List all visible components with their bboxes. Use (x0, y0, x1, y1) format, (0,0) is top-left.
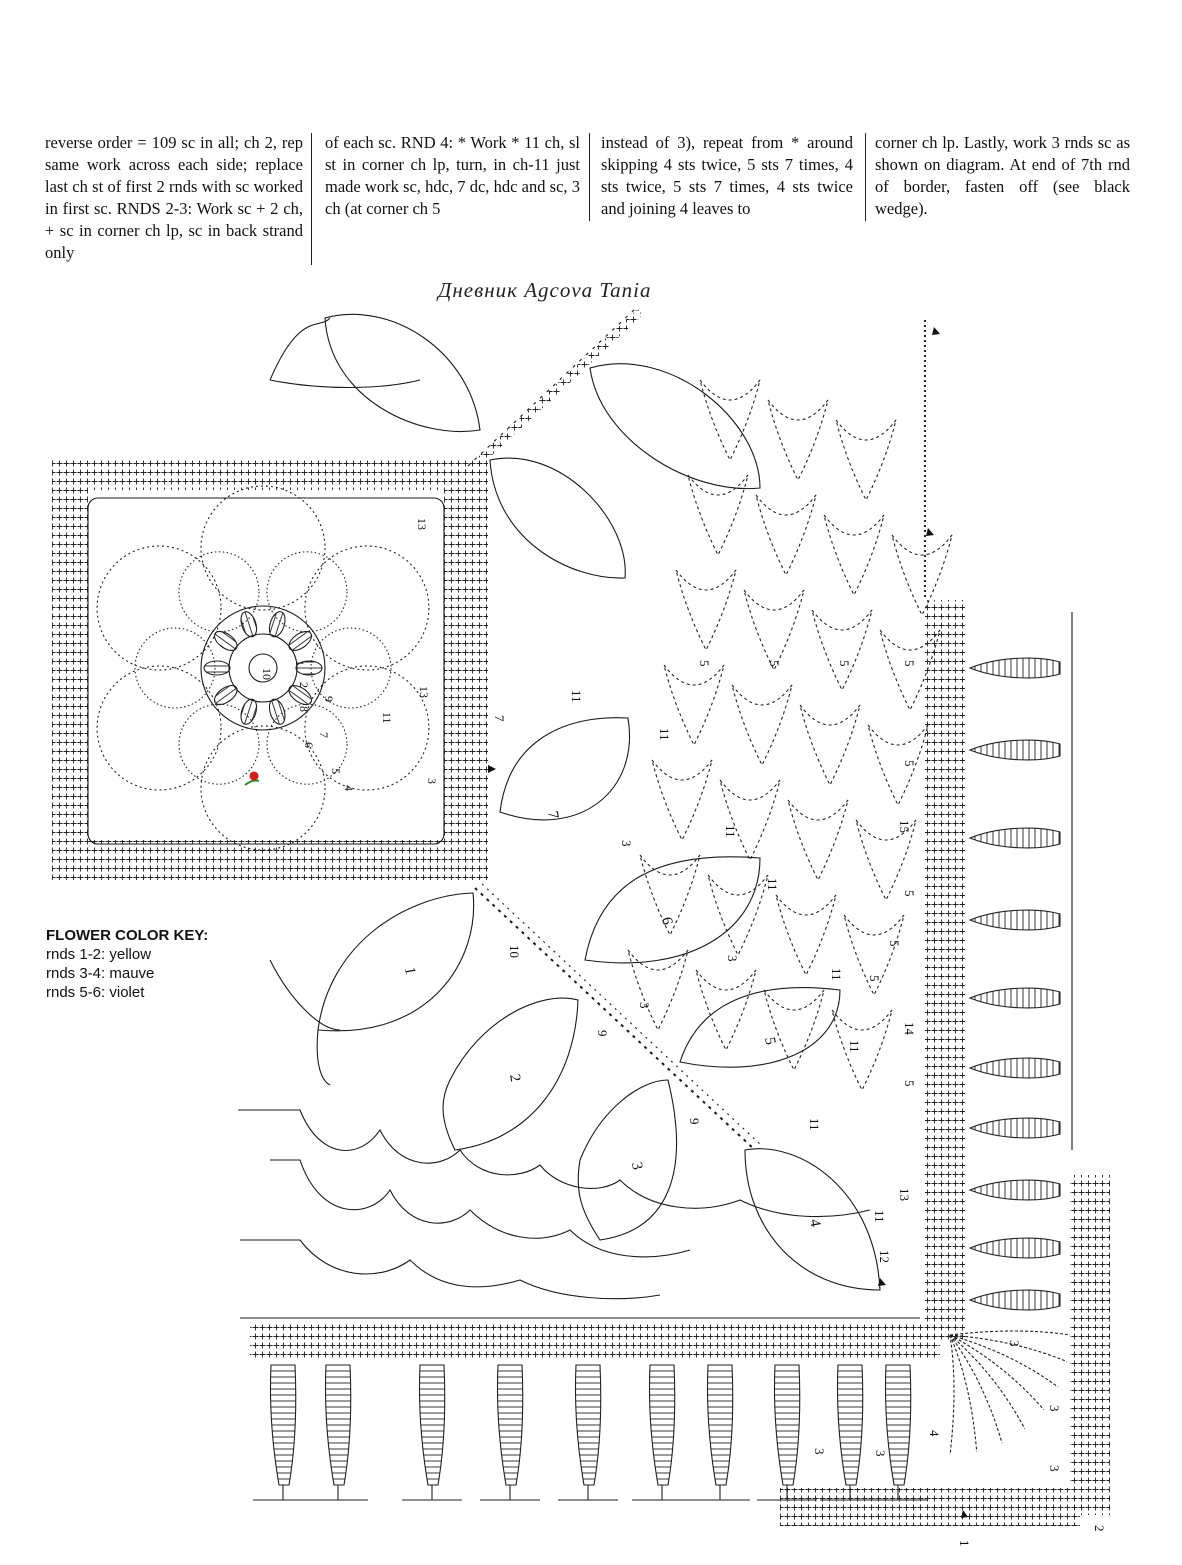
chain-loop (696, 970, 756, 1050)
chain-loop (768, 400, 828, 480)
stitch-count: 11 (657, 728, 672, 741)
shell-base (253, 1485, 313, 1500)
round-label: 4 (342, 785, 356, 791)
instructions-column-1: reverse order = 109 sc in all; ch 2, rep same work across each side; replace last ch st of first 2 rnds with sc worked in first sc. RNDS 2-3: Work sc + 2 ch, + sc in corner ch lp, sc in back strand only (45, 133, 303, 262)
color-key-heading: FLOWER COLOR KEY: (46, 927, 209, 944)
shell-base (480, 1485, 540, 1500)
fan-spoke (950, 1335, 977, 1452)
round-label: 9 (322, 696, 336, 702)
round-label: 13 (417, 686, 431, 698)
stitch-count: 11 (723, 825, 738, 838)
stitch-count: 5 (867, 975, 882, 982)
stitch-count: 3 (812, 1448, 827, 1455)
stitch-count: 12 (877, 1250, 892, 1263)
flower-color-key (46, 926, 208, 1002)
leaf-number: 6 (658, 915, 676, 927)
chain-loop (800, 705, 860, 785)
scallop-rows (238, 1110, 920, 1318)
stitch-count: 5 (887, 940, 902, 947)
border-shell (575, 1365, 600, 1485)
border-shell (970, 740, 1060, 760)
fan-spoke (950, 1335, 1025, 1429)
leaf-number: 5 (761, 1035, 779, 1047)
stitch-count: 3 (1047, 1465, 1062, 1472)
border-shell (649, 1365, 674, 1485)
chain-loop (708, 875, 768, 955)
border-shell (970, 1118, 1060, 1138)
instructions-column-2: of each sc. RND 4: * Work * 11 ch, sl st in corner ch lp, turn, in ch-11 just made work sc, hdc, 7 dc, hdc and sc, 3 ch (at corner ch 5 (325, 133, 580, 218)
border-shell (325, 1365, 350, 1485)
border-shell (970, 988, 1060, 1008)
chain-loop (868, 725, 928, 805)
watermark: Дневник Agcova Tania (438, 278, 652, 302)
stitch-count: 11 (872, 1210, 887, 1223)
stitch-count: 9 (595, 1030, 610, 1037)
fan-spoke (950, 1335, 954, 1455)
stitch-count: 1 (957, 1540, 972, 1547)
center-oval (204, 661, 230, 675)
border-shell (885, 1365, 910, 1485)
border-shell (419, 1365, 444, 1485)
chain-loop (764, 990, 824, 1070)
border-shell (497, 1365, 522, 1485)
border-shell (970, 828, 1060, 848)
stitch-count: 3 (1047, 1405, 1062, 1412)
shell-base (632, 1485, 692, 1500)
stitch-count: 3 (619, 840, 634, 847)
stitch-count: 9 (687, 1118, 702, 1125)
stitch-count: 11 (765, 878, 780, 891)
stitch-count: 15 (897, 820, 912, 833)
leaf-1 (318, 893, 474, 1031)
stitch-count: 13 (897, 1188, 912, 1201)
chain-loop (844, 915, 904, 995)
chain-loop (812, 610, 872, 690)
shell-base (308, 1485, 368, 1500)
stitch-count: 11 (807, 1118, 822, 1131)
shell-base (558, 1485, 618, 1500)
border-shell (970, 1058, 1060, 1078)
instructions-column-4: corner ch lp. Lastly, work 3 rnds sc as shown on diagram. At end of 7th rnd of border, fasten off (see black wedge). (875, 133, 1130, 218)
chain-loop (776, 895, 836, 975)
right-border (925, 600, 1110, 1515)
leaf-number: 2 (506, 1072, 524, 1084)
center-oval (211, 628, 240, 655)
color-key-row: rnds 5-6: violet (46, 984, 145, 1001)
corner-fan (950, 1331, 1070, 1455)
instructions-column-3: instead of 3), repeat from * around skipping 4 sts twice, 5 sts 7 times, 4 sts twice, 5 sts 7 times, 4 sts twice and joining 4 leaves to (601, 133, 853, 218)
round-label: 3 (425, 778, 439, 784)
stitch-count: 4 (927, 1430, 942, 1437)
bottom-border (250, 1322, 1080, 1526)
leaf-7 (500, 718, 630, 820)
border-shell (270, 1365, 295, 1485)
chain-loop (664, 665, 724, 745)
stitch-count: 11 (847, 1040, 862, 1053)
border-shell (970, 1290, 1060, 1310)
stitch-count: 10 (507, 945, 522, 958)
chain-loop (788, 800, 848, 880)
stitch-count: 5 (697, 660, 712, 667)
fan-spoke (950, 1335, 1044, 1410)
stitch-count: 5 (767, 660, 782, 667)
leaf-3 (578, 1080, 676, 1240)
stitch-count: 3 (725, 955, 740, 962)
chain-loop (732, 685, 792, 765)
border-shell (970, 1180, 1060, 1200)
round-label: 8 (297, 706, 311, 712)
chain-loop (756, 495, 816, 575)
chain-loop (676, 570, 736, 650)
chain-loop (652, 760, 712, 840)
stitch-count: 3 (637, 1002, 652, 1009)
round-label: 11 (380, 712, 394, 724)
color-key-row: rnds 1-2: yellow (46, 946, 152, 963)
outer-petal (97, 546, 221, 670)
leaf-number: 3 (628, 1160, 646, 1172)
stitch-count: 5 (902, 890, 917, 897)
round-label: 5 (329, 768, 343, 774)
border-shell (970, 1238, 1060, 1258)
chain-loop (836, 420, 896, 500)
leaf-number: 7 (544, 809, 562, 821)
shell-base (690, 1485, 750, 1500)
round-label: 6 (302, 742, 316, 748)
outer-petal (201, 486, 325, 610)
outer-petal (305, 546, 429, 670)
border-shell (970, 658, 1060, 678)
color-key-row: rnds 3-4: mauve (46, 965, 155, 982)
round-label: 2 (297, 682, 311, 688)
stitch-count: 3 (1007, 1340, 1022, 1347)
chain-loop (824, 515, 884, 595)
stitch-count: 3 (873, 1450, 888, 1457)
chain-loop-net (628, 320, 952, 1090)
chain-loop (720, 780, 780, 860)
stitch-count: 11 (829, 968, 844, 981)
border-shell (707, 1365, 732, 1485)
stitch-count: 5 (902, 760, 917, 767)
border-shell (837, 1365, 862, 1485)
shell-base (402, 1485, 462, 1500)
stitch-count: 14 (902, 1022, 917, 1035)
stitch-count: 5 (837, 660, 852, 667)
stitch-count: 5 (902, 1080, 917, 1087)
round-label: 13 (415, 518, 429, 530)
outer-petal (305, 666, 429, 790)
outer-petal (97, 666, 221, 790)
fan-spoke (950, 1335, 1058, 1387)
round-label: 1 (293, 660, 307, 666)
stitch-count: 2 (1092, 1525, 1107, 1532)
leaf-number: 1 (401, 965, 419, 977)
chain-loop (744, 590, 804, 670)
leaf-number: 4 (806, 1217, 824, 1229)
fan-spoke (950, 1331, 1070, 1335)
border-shell (970, 910, 1060, 930)
stitch-count: 11 (569, 690, 584, 703)
stitch-count: 5 (902, 660, 917, 667)
round-label: 10 (260, 668, 274, 680)
round-label: 7 (317, 732, 331, 738)
stitch-count: 7 (492, 715, 507, 722)
chain-loop (688, 475, 748, 555)
border-shell (774, 1365, 799, 1485)
